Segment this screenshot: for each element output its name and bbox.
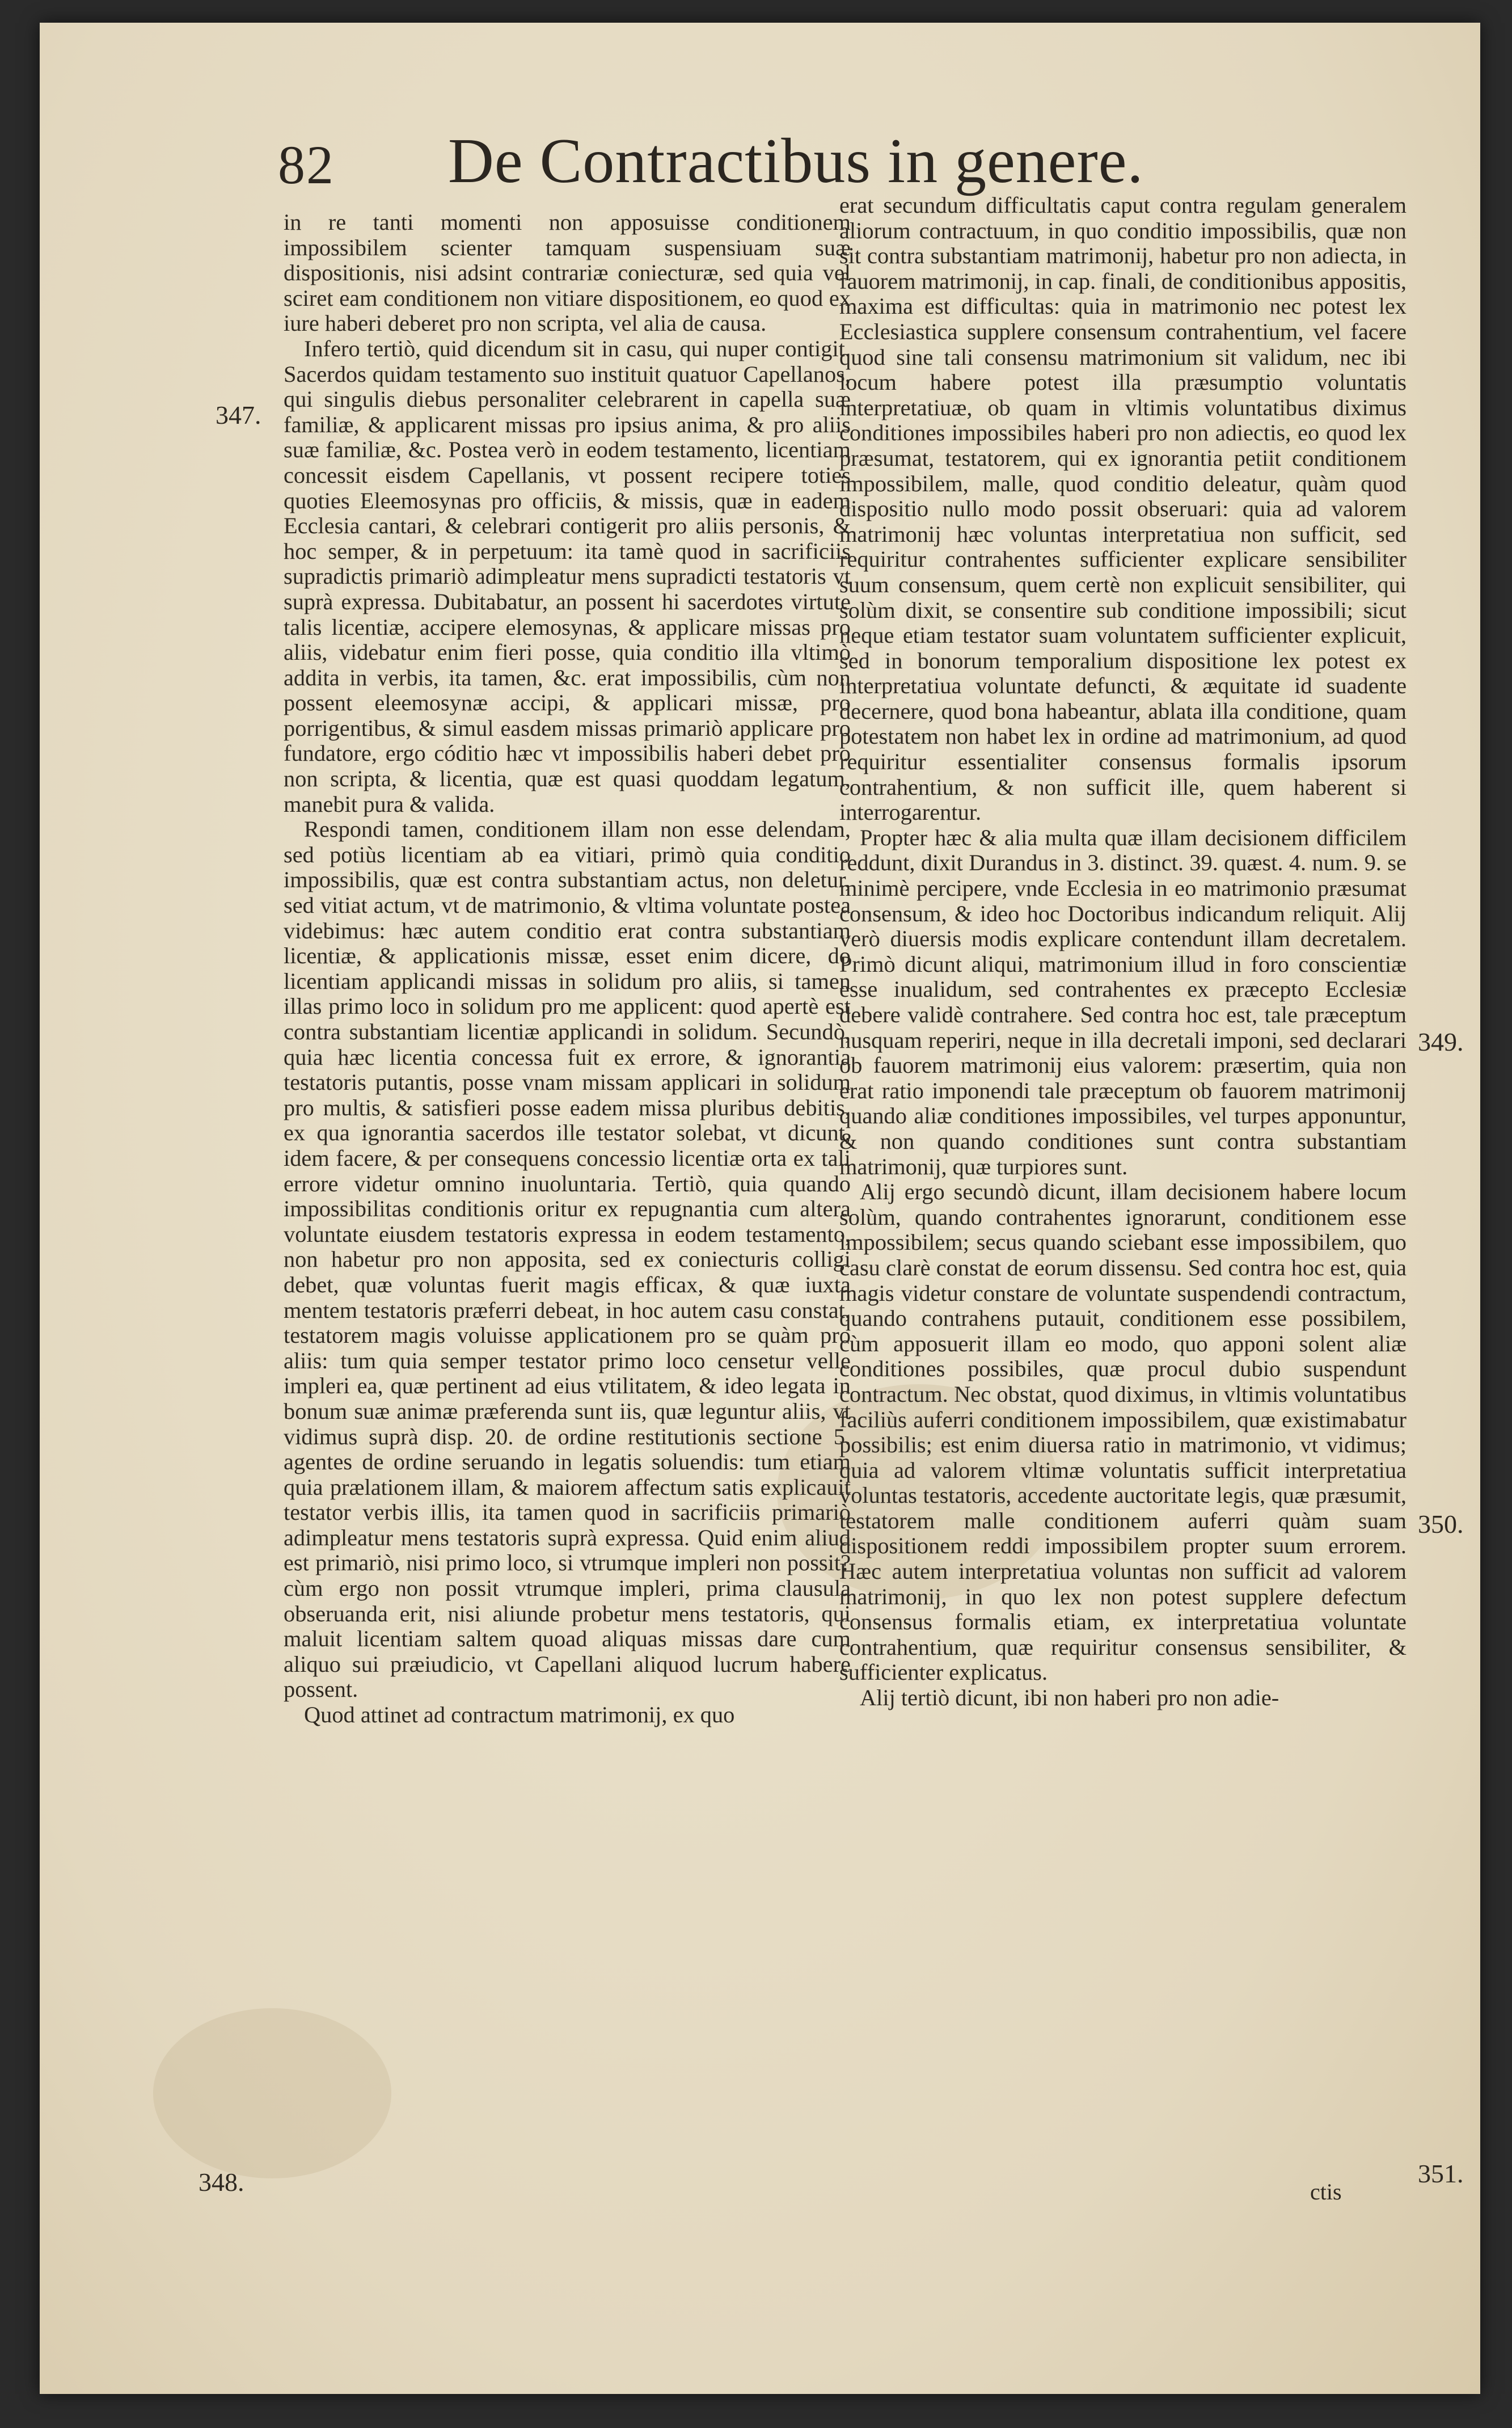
paper-stain <box>153 2008 391 2178</box>
margin-number: 347. <box>216 401 261 429</box>
margin-number: 350. <box>1418 1510 1464 1538</box>
page-number: 82 <box>278 134 335 195</box>
margin-number: 348. <box>198 2168 244 2197</box>
book-page <box>40 23 1480 2394</box>
paragraph: in re tanti momenti non apposuisse conditionem impossibilem scienter tamquam suspensiuam suæ dispositionis, nisi adsint contrariæ coniecturæ, sed quia vel sciret eam conditionem non vitiare dispositionem, eo quod ex iure haberi deberet pro non scripta, vel alia de causa. <box>284 209 851 336</box>
margin-number: 349. <box>1418 1027 1464 1056</box>
paragraph: erat secundum difficultatis caput contra regulam generalem aliorum contractuum, in quo conditio impossibilis, quæ non sit contra substantiam matrimonij, habetur pro non adiecta, in fauorem matrimonij, in cap. finali, de conditionibus appositis, maxima est difficultas: quia in matrimonio nec potest lex Ecclesiastica supplere consensum contrahentium, vel facere quod sine tali consensu matrimonium sit validum, nec ibi locum habere potest illa præsumptio voluntatis interpretatiuæ, ob quam in vltimis voluntatibus diximus conditiones impossibiles haberi pro non adiectis, eo quod lex præsumat, testatorem, qui ex ignorantia petiit conditionem impossibilem, malle, quod conditio deleatur, quàm quod dispositio nullo modo possit obseruari: quia ad valorem matrimonij hæc voluntas interpretatiua non sufficit, sed requiritur contrahentes sufficienter explicare sensibiliter suum consensum, quem certè non explicuit sensibiliter, qui solùm dixit, se consentire sub conditione impossibili; sicut neque etiam testator suam voluntatem sufficienter explicuit, sed in bonorum temporalium dispositione lex potest ex interpretatiua voluntate defuncti, & æquitate id suadente decernere, quod bona habeantur, ablata illa conditione, quam potestatem non habet lex in ordine ad matrimonium, ad quod requiritur essentialiter consensus formalis ipsorum contrahentium, & non sufficit ille, quem haberent si interrogarentur. <box>839 192 1407 825</box>
paragraph: Alij ergo secundò dicunt, illam decisionem habere locum solùm, quando contrahentes ignorarunt, conditionem esse impossibilem; secus quando sciebant esse impossibilem, quo casu clarè constat de eorum dissensu. Sed contra hoc est, quia magis videtur constare de voluntate suspendendi contractum, quando contrahens putauit, conditionem esse possibilem, cùm apposuerit illam eo modo, quo apponi solent aliæ conditiones possibiles, quæ procul dubio suspendunt contractum. Nec obstat, quod diximus, in vltimis voluntatibus faciliùs auferri conditionem impossibilem, quæ existimabatur possibilis; est enim diuersa ratio in matrimonio, vt vidimus; quia ad valorem vltimæ voluntatis sufficit interpretatiua voluntas testatoris, accedente auctoritate legis, quæ præsumit, testatorem malle conditionem auferri quàm suam dispositionem reddi impossibilem propter suum errorem. Hæc autem interpretatiua voluntas non sufficit ad valorem matrimonij, in quo lex non potest supplere defectum consensus formalis etiam, ex interpretatiua voluntate contrahentium, quæ requiritur consensus sensibiliter, & sufficienter explicatus. <box>839 1179 1407 1685</box>
catchword: ctis <box>1310 2179 1342 2204</box>
paragraph: Infero tertiò, quid dicendum sit in casu, qui nuper contigit. Sacerdos quidam testamento suo instituit quatuor Capellanos, qui singulis diebus personaliter celebrarent in capella suæ familiæ, & applicarent missas pro ipsius anima, & pro aliis suæ familiæ, &c. Postea verò in eodem testamento, licentiam concessit eisdem Capellanis, vt possent recipere toties quoties Eleemosynas pro officiis, & missis, quæ in eadem Ecclesia cantari, & celebrari contigerit pro aliis personis, & hoc semper, & in perpetuum: ita tamè quod in sacrificiis supradictis primariò adimpleatur mens supradicti testatoris vt suprà expressa. Dubitabatur, an possent hi sacerdotes virtute talis licentiæ, accipere elemosynas, & applicare missas pro aliis, videbatur enim fieri posse, quia conditio illa vltimò addita in verbis, ita tamen, &c. erat impossibilis, cùm non possent eleemosynæ accipi, & applicari missæ, pro porrigentibus, & simul easdem missas primariò applicare pro fundatore, ergo códitio hæc vt impossibilis haberi debet pro non scripta, & licentia, quæ est quasi quoddam legatum, manebit pura & valida. <box>284 335 851 817</box>
paragraph: Quod attinet ad contractum matrimonij, ex quo <box>304 1702 735 1728</box>
running-title: De Contractibus in genere. <box>448 126 1144 196</box>
margin-number: 351. <box>1418 2159 1464 2188</box>
paragraph: Respondi tamen, conditionem illam non esse delendam, sed potiùs licentiam ab ea vitiari, primò quia conditio impossibilis, quæ est contra substantiam actus, non deletur, sed vitiat actum, vt de matrimonio, & vltima voluntate postea videbimus: hæc autem conditio erat contra substantiam licentiæ, & applicationis missæ, esset enim dicere, do licentiam applicandi missas in solidum pro aliis, si tamen illas primo loco in solidum pro me applicent: quod apertè est contra substantiam licentiæ applicandi in solidum. Secundò, quia hæc licentia concessa fuit ex errore, & ignorantia testatoris putantis, posse vnam missam applicari in solidum pro multis, & satisfieri posse eadem missa pluribus debitis, ex qua ignorantia sacerdos ille testator solebat, vt dicunt, idem facere, & per consequens concessio licentiæ orta ex tali errore videtur omnino inuoluntaria. Tertiò, quia quando impossibilitas conditionis oritur ex repugnantia cum altera voluntate eiusdem testatoris expressa in eodem testamento, non habetur pro non apposita, sed ex coniecturis colligi debet, quæ voluntas fuerit magis efficax, & quæ iuxta mentem testatoris præferri debeat, in hoc autem casu constat, testatorem magis voluisse applicationem pro se quàm pro aliis: tum quia semper testator primo loco censetur velle impleri ea, quæ pertinent ad eius vtilitatem, & ideo legata in bonum suæ animæ præferenda sunt iis, quæ leguntur aliis, vt vidimus suprà disp. 20. de ordine restitutionis sectione 5. agentes de ordine seruando in legatis soluendis: tum etiam quia prælationem illam, & maiorem affectum satis explicauit testator verbis illis, ita tamen quod in sacrificiis primariò adimpleatur mens testatoris suprà expressa. Quid enim aliud est primariò, nisi primo loco, si vtrumque impleri non possit? cùm ergo non possit vtrumque impleri, prima clausula obseruanda erit, nisi aliunde probetur mens testatoris, qui maluit licentiam saltem quoad aliquas missas dare cum aliquo sui præiudicio, vt Capellani aliquod lucrum habere possent. <box>284 816 851 1702</box>
paragraph: Propter hæc & alia multa quæ illam decisionem difficilem reddunt, dixit Durandus in 3. distinct. 39. quæst. 4. num. 9. se minimè percipere, vnde Ecclesia in eo matrimonio præsumat consensum, & ideo hoc Doctoribus indicandum reliquit. Alij verò diuersis modis explicare contendunt illam decretalem. Primò dicunt aliqui, matrimonium illud in foro conscientiæ esse inualidum, sed contrahentes ex præcepto Ecclesiæ debere validè contrahere. Sed contra hoc est, tale præceptum nusquam reperiri, neque in illa decretali imponi, sed declarari ob fauorem matrimonij eius valorem: præsertim, quia non erat ratio imponendi tale præceptum ob fauorem matrimonij quando aliæ conditiones impossibiles, vel turpes apponuntur, & non quando conditiones sunt contra substantiam matrimonij, quæ turpiores sunt. <box>839 824 1407 1179</box>
paragraph: Alij tertiò dicunt, ibi non haberi pro non adie- <box>860 1685 1279 1711</box>
right-column <box>839 193 1407 1711</box>
left-column <box>284 210 851 1728</box>
